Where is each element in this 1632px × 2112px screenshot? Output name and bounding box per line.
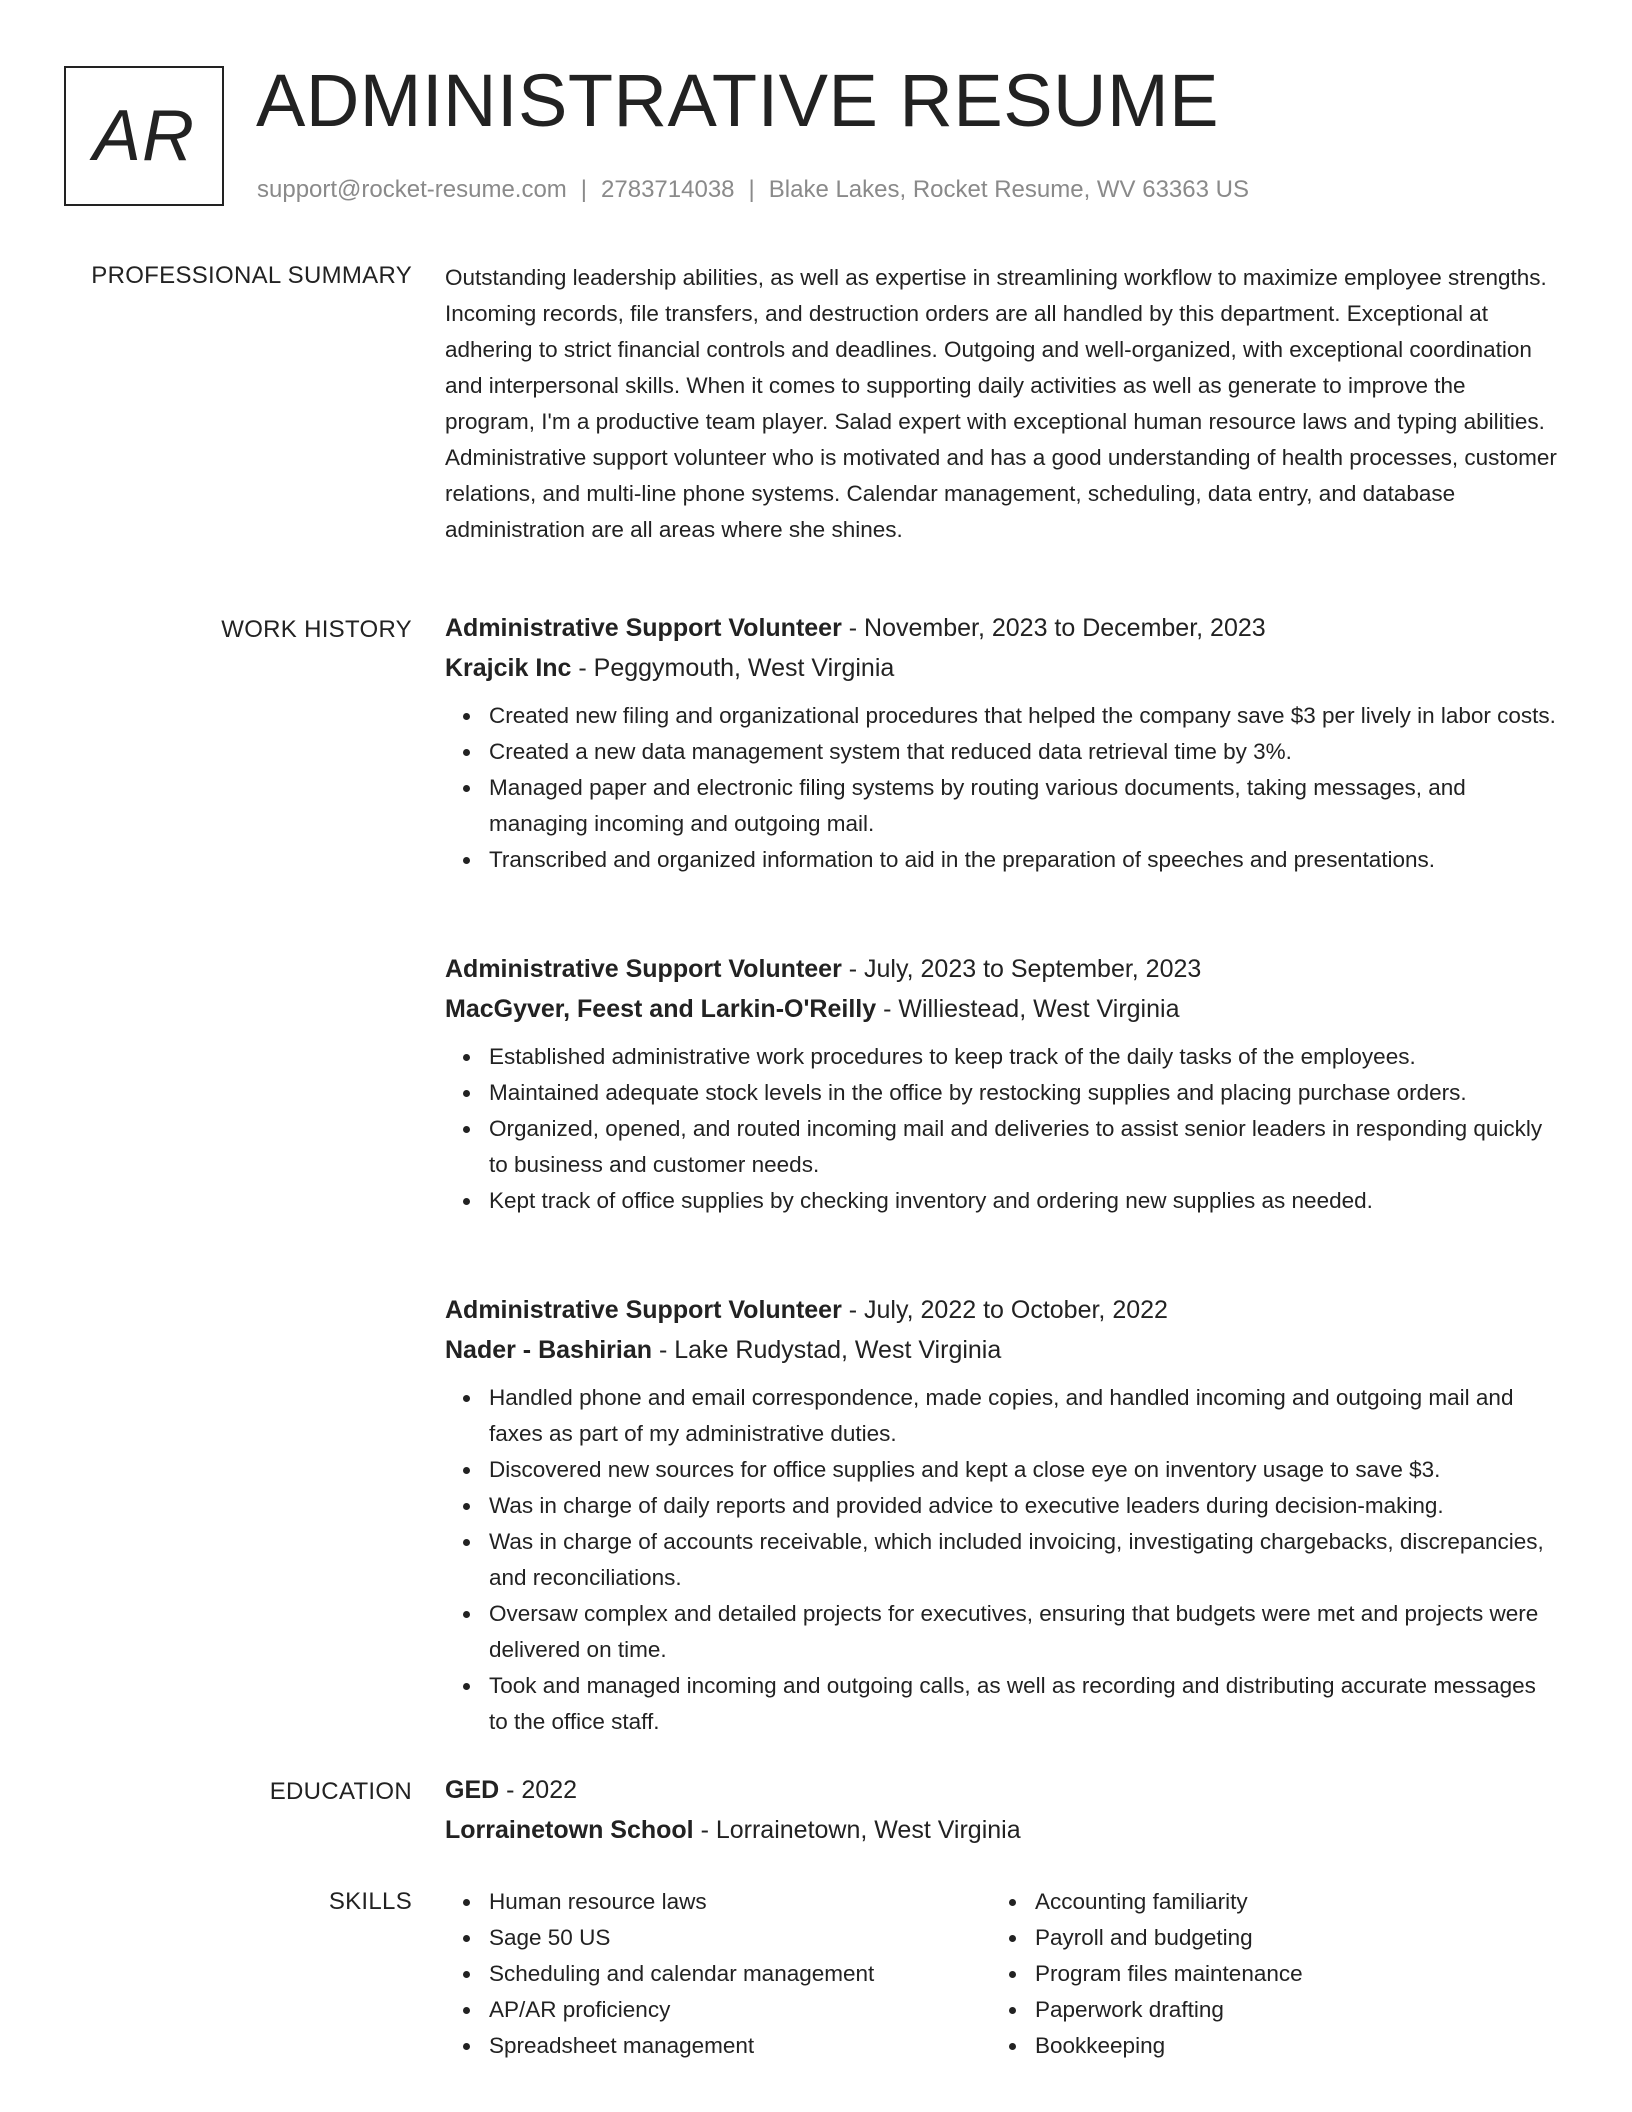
- summary-heading: PROFESSIONAL SUMMARY: [91, 262, 412, 289]
- work-history-heading: WORK HISTORY: [221, 616, 412, 643]
- contact-address: Blake Lakes, Rocket Resume, WV 63363 US: [768, 176, 1249, 203]
- skills-heading: SKILLS: [328, 1888, 412, 1915]
- job-bullet: Created a new data management system that reduced data retrieval time by 3%.: [489, 734, 1560, 770]
- job-bullet: Took and managed incoming and outgoing calls, as well as recording and distributing accurate messages to the office staff.: [489, 1668, 1560, 1740]
- job-entry: [445, 608, 1560, 878]
- school-location: - Lorrainetown, West Virginia: [693, 1816, 1021, 1844]
- school-line: [445, 1810, 1560, 1850]
- monogram-logo: [64, 66, 224, 206]
- degree-year: - 2022: [499, 1776, 578, 1804]
- job-company: Nader - Bashirian: [445, 1336, 653, 1364]
- skill-item: Accounting familiarity: [1035, 1884, 1537, 1920]
- job-company-line: [445, 648, 1560, 688]
- job-location: - Peggymouth, West Virginia: [571, 654, 895, 682]
- job-bullet: Created new filing and organizational procedures that helped the company save $3 per lively in labor costs.: [489, 698, 1560, 734]
- job-title-line: [445, 608, 1560, 648]
- job-company-line: [445, 989, 1560, 1029]
- job-company: MacGyver, Feest and Larkin-O'Reilly: [445, 995, 877, 1023]
- contact-email[interactable]: support@rocket-resume.com: [257, 176, 567, 203]
- job-location: - Lake Rudystad, West Virginia: [652, 1336, 1002, 1364]
- job-company: Krajcik Inc: [445, 654, 572, 682]
- job-title-line: [445, 949, 1560, 989]
- job-bullet: Established administrative work procedures to keep track of the daily tasks of the employees.: [489, 1039, 1560, 1075]
- job-bullet: Handled phone and email correspondence, made copies, and handled incoming and outgoing mail and faxes as part of my administrative duties.: [489, 1380, 1560, 1452]
- resume-title: ADMINISTRATIVE RESUME: [256, 59, 1219, 142]
- contact-line: [257, 176, 1249, 204]
- job-bullet: Maintained adequate stock levels in the office by restocking supplies and placing purchase orders.: [489, 1075, 1560, 1111]
- job-bullet: Discovered new sources for office supplies and kept a close eye on inventory usage to save $3.: [489, 1452, 1560, 1488]
- job-bullet: Organized, opened, and routed incoming mail and deliveries to assist senior leaders in responding quickly to business and customer needs.: [489, 1111, 1560, 1183]
- job-bullets: [445, 1039, 1560, 1219]
- job-bullet: Was in charge of accounts receivable, which included invoicing, investigating chargebacks, discrepancies, and reconciliations.: [489, 1524, 1560, 1596]
- job-bullets: [445, 698, 1560, 878]
- job-title: Administrative Support Volunteer: [445, 1296, 842, 1324]
- skill-item: Sage 50 US: [489, 1920, 991, 1956]
- job-title-line: [445, 1290, 1560, 1330]
- skills-list-right: [991, 1884, 1537, 2064]
- job-entry: [445, 1290, 1560, 1740]
- job-dates: - July, 2023 to September, 2023: [841, 955, 1202, 983]
- summary-text: Outstanding leadership abilities, as well as expertise in streamlining workflow to maximize employee strengths. Incoming records, file transfers, and destruction orders are all handled by this department. Exceptional at adhering to strict financial controls and deadlines. Outgoing and well-organized, with exceptional coordination and interpersonal skills. When it comes to supporting daily activities as well as generate to improve the program, I'm a productive team player. Salad expert with exceptional human resource laws and typing abilities. Administrative support volunteer who is motivated and has a good understanding of health processes, customer relations, and multi-line phone systems. Calendar management, scheduling, data entry, and database administration are all areas where she shines.: [445, 265, 1557, 542]
- skill-item: Paperwork drafting: [1035, 1992, 1537, 2028]
- job-title: Administrative Support Volunteer: [445, 614, 842, 642]
- skill-item: Spreadsheet management: [489, 2028, 991, 2064]
- skill-item: Bookkeeping: [1035, 2028, 1537, 2064]
- job-location: - Williestead, West Virginia: [876, 995, 1180, 1023]
- skills-list-left: [445, 1884, 991, 2064]
- contact-phone[interactable]: 2783714038: [601, 176, 735, 203]
- contact-separator: |: [748, 176, 755, 203]
- job-bullet: Oversaw complex and detailed projects for executives, ensuring that budgets were met and projects were delivered on time.: [489, 1596, 1560, 1668]
- job-title: Administrative Support Volunteer: [445, 955, 842, 983]
- skill-item: Payroll and budgeting: [1035, 1920, 1537, 1956]
- skill-item: AP/AR proficiency: [489, 1992, 991, 2028]
- job-bullets: [445, 1380, 1560, 1740]
- education-heading: EDUCATION: [269, 1778, 412, 1805]
- job-dates: - July, 2022 to October, 2022: [841, 1296, 1168, 1324]
- job-dates: - November, 2023 to December, 2023: [841, 614, 1266, 642]
- monogram-initials: AR: [92, 96, 196, 176]
- degree-line: [445, 1770, 1560, 1810]
- job-bullet: Managed paper and electronic filing systems by routing various documents, taking messages, and managing incoming and outgoing mail.: [489, 770, 1560, 842]
- skill-item: Scheduling and calendar management: [489, 1956, 991, 1992]
- job-entry: [445, 949, 1560, 1219]
- contact-separator: |: [580, 176, 588, 203]
- job-bullet: Kept track of office supplies by checking inventory and ordering new supplies as needed.: [489, 1183, 1560, 1219]
- degree: GED: [445, 1776, 500, 1804]
- skill-item: Program files maintenance: [1035, 1956, 1537, 1992]
- school-name: Lorrainetown School: [445, 1816, 694, 1844]
- job-company-line: [445, 1330, 1560, 1370]
- skill-item: Human resource laws: [489, 1884, 991, 1920]
- job-bullet: Transcribed and organized information to aid in the preparation of speeches and presentations.: [489, 842, 1560, 878]
- job-bullet: Was in charge of daily reports and provided advice to executive leaders during decision-making.: [489, 1488, 1560, 1524]
